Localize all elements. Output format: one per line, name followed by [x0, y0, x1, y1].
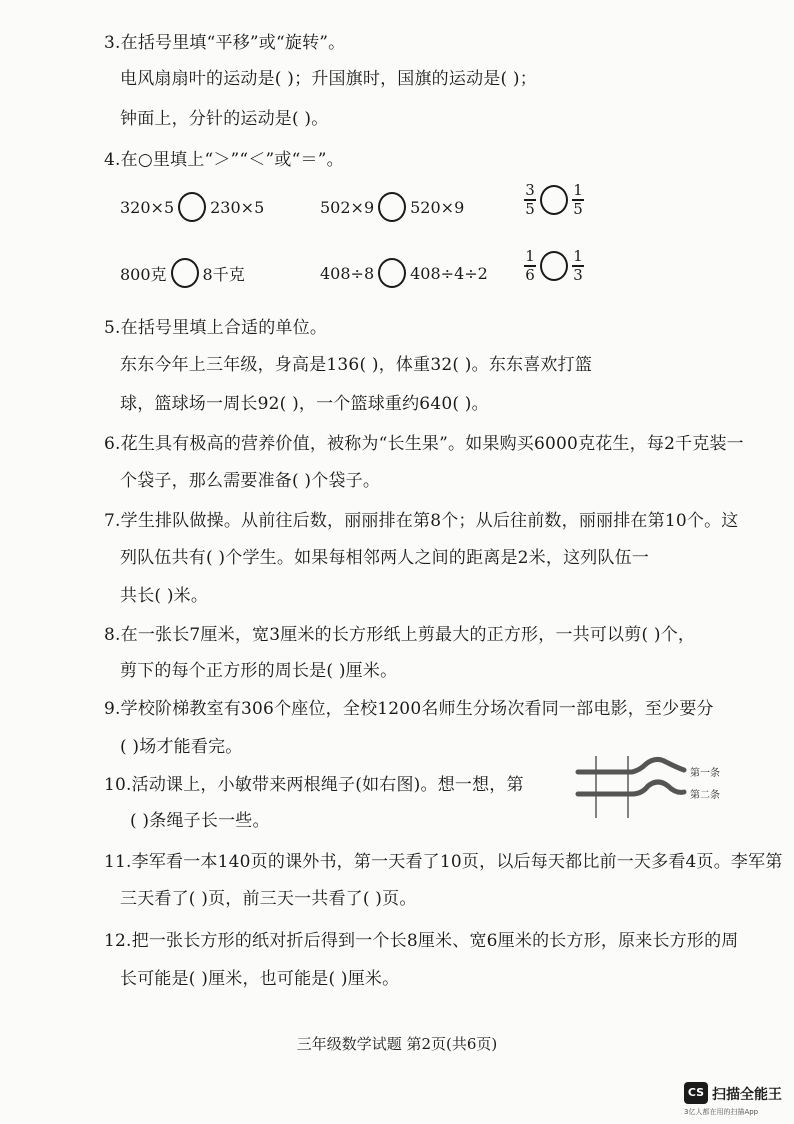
q7-line3: 共长( )米。	[120, 586, 209, 606]
compare-right: 8千克	[202, 264, 245, 284]
compare-left: 408÷8	[320, 263, 375, 283]
compare-left: 800克	[120, 264, 167, 284]
compare-right: 230×5	[210, 197, 265, 217]
numerator: 1	[573, 181, 583, 199]
q10-line2: ( )条绳子长一些。	[130, 811, 270, 831]
q9-line2: ( )场才能看完。	[120, 737, 243, 757]
rope-one	[578, 759, 684, 772]
q7-line2: 列队伍共有( )个学生。如果每相邻两人之间的距离是2米，这列队伍一	[120, 548, 650, 568]
q3-line2: 钟面上，分针的运动是( )。	[120, 109, 329, 129]
q11-line2: 三天看了( )页，前三天一共看了( )页。	[120, 889, 417, 909]
compare-1a	[120, 192, 264, 222]
compare-left: 320×5	[120, 197, 175, 217]
numerator: 1	[525, 247, 535, 265]
q9-line1: 9.学校阶梯教室有306个座位，全校1200名师生分场次看同一部电影，至少要分	[104, 699, 714, 719]
q5-title: 5.在括号里填上合适的单位。	[104, 318, 328, 338]
figure-label-2: 第二条	[690, 790, 720, 801]
compare-left: 502×9	[320, 197, 375, 217]
q6-line1: 6.花生具有极高的营养价值，被称为“长生果”。如果购买6000克花生，每2千克装一	[104, 434, 744, 454]
q5-line1: 东东今年上三年级，身高是136( )，体重32( )。东东喜欢打篮	[120, 355, 593, 375]
cs-logo-icon: CS	[684, 1082, 708, 1104]
watermark-subtitle: 3亿人都在用的扫描App	[684, 1108, 759, 1116]
compare-1c	[524, 182, 584, 218]
fraction	[572, 248, 584, 284]
compare-2c	[524, 248, 584, 284]
page-footer: 三年级数学试题 第2页(共6页)	[296, 1035, 498, 1053]
denominator: 5	[525, 199, 535, 218]
q3-title: 3.在括号里填“平移”或“旋转”。	[104, 33, 346, 53]
rope-two	[578, 782, 684, 794]
denominator: 3	[573, 265, 583, 284]
q12-line2: 长可能是( )厘米，也可能是( )厘米。	[120, 969, 400, 989]
answer-circle[interactable]	[171, 258, 199, 288]
denominator: 6	[525, 265, 535, 284]
answer-circle[interactable]	[540, 185, 568, 215]
q12-line1: 12.把一张长方形的纸对折后得到一个长8厘米、宽6厘米的长方形，原来长方形的周	[104, 931, 739, 951]
numerator: 3	[525, 181, 535, 199]
q8-line1: 8.在一张长7厘米，宽3厘米的长方形纸上剪最大的正方形，一共可以剪( )个，	[104, 625, 696, 645]
compare-right: 520×9	[410, 197, 465, 217]
fraction	[572, 182, 584, 218]
q6-line2: 个袋子，那么需要准备( )个袋子。	[120, 471, 381, 491]
answer-circle[interactable]	[540, 251, 568, 281]
answer-circle[interactable]	[378, 258, 406, 288]
fraction	[524, 248, 536, 284]
answer-circle[interactable]	[178, 192, 206, 222]
rope-figure	[572, 752, 732, 822]
watermark-name: 扫描全能王	[712, 1087, 782, 1103]
q5-line2: 球，篮球场一周长92( )，一个篮球重约640( )。	[120, 394, 489, 414]
figure-label-1: 第一条	[690, 768, 720, 779]
q7-line1: 7.学生排队做操。从前往后数，丽丽排在第8个；从后往前数，丽丽排在第10个。这	[104, 511, 739, 531]
compare-1b	[320, 192, 464, 222]
compare-2b	[320, 258, 488, 288]
q10-line1: 10.活动课上，小敏带来两根绳子(如右图)。想一想，第	[104, 775, 524, 795]
compare-2a	[120, 258, 245, 288]
denominator: 5	[573, 199, 583, 218]
numerator: 1	[573, 247, 583, 265]
q4-title: 4.在○里填上“＞”“＜”或“＝”。	[104, 150, 344, 170]
q11-line1: 11.李军看一本140页的课外书，第一天看了10页，以后每天都比前一天多看4页。李军第	[104, 852, 783, 872]
fraction	[524, 182, 536, 218]
answer-circle[interactable]	[378, 192, 406, 222]
q8-line2: 剪下的每个正方形的周长是( )厘米。	[120, 661, 398, 681]
q3-line1: 电风扇扇叶的运动是( )；升国旗时，国旗的运动是( )；	[120, 69, 537, 89]
compare-right: 408÷4÷2	[410, 263, 488, 283]
